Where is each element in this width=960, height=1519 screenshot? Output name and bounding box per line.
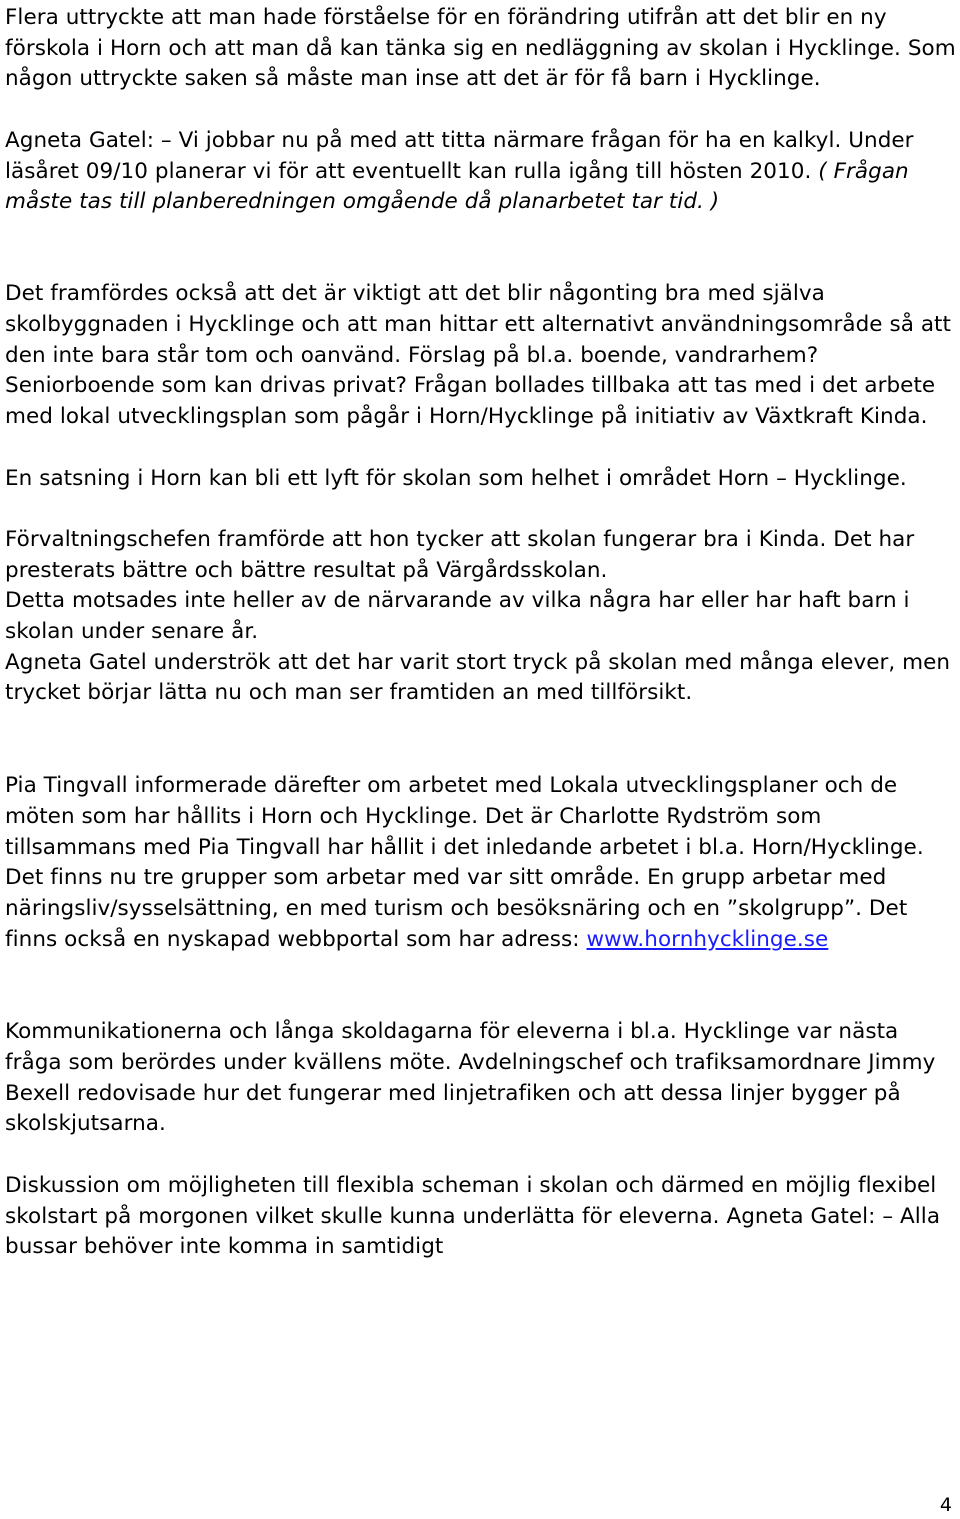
paragraph-administration-head: Förvaltningschefen framförde att hon tycker att skolan fungerar bra i Kinda. Det har presterats bättre och bättre resultat på Värgårdsskolan. [5, 526, 915, 583]
paragraph-spacer [5, 1140, 957, 1171]
paragraph-spacer [5, 709, 957, 771]
paragraph-communications: Kommunikationerna och långa skoldagarna för eleverna i bl.a. Hycklinge var nästa fråga som berördes under kvällens möte. Avdelningschef och trafiksamordnare Jimmy Bexell redovisade hur det fungerar med linjetrafiken och att dessa linjer bygger på skolskjutsarna. [5, 1019, 936, 1137]
paragraph-agneta-gatel-calculation [5, 126, 957, 218]
paragraph-text: Pia Tingvall informerade därefter om arbetet med Lokala utvecklingsplaner och de möten som har hållits i Horn och Hycklinge. Det är Charlotte Rydström som tillsammans med Pia Tingvall har hållit i det inledande arbetet i bl.a. Horn/Hycklinge. Det finns nu tre grupper som arbetar med var sitt område. En grupp arbetar med näringsliv/sysselsättning, en med turism och besöksnäring och en ”skolgrupp”. Det finns också en nyskapad webbportal som har adress: [5, 773, 924, 952]
paragraph-spacer [5, 218, 957, 279]
italic-note-planning-committee: ( Frågan måste tas till planberedningen omgående då planarbetet tar tid. ) [5, 158, 909, 215]
paragraph-not-contradicted: Detta motsades inte heller av de närvarande av vilka några har eller har haft barn i skolan under senare år. [5, 588, 910, 644]
paragraph-horn-investment: En satsning i Horn kan bli ett lyft för skolan som helhet i området Horn – Hycklinge. [5, 465, 907, 491]
paragraph-spacer [5, 433, 957, 464]
paragraph-text: Agneta Gatel: – Vi jobbar nu på med att titta närmare frågan för ha en kalkyl. Under läsåret 09/10 planerar vi för att eventuellt kan rulla igång till hösten 2010. [5, 127, 914, 184]
paragraph-school-closure-opinions: Flera uttryckte att man hade förståelse för en förändring utifrån att det blir en ny förskola i Horn och att man då kan tänka sig en nedläggning av skolan i Hycklinge. Som någon uttryckte saken så måste man inse att det är för få barn i Hycklinge. [5, 5, 956, 92]
paragraph-spacer [5, 494, 957, 525]
paragraph-spacer [5, 955, 957, 1017]
paragraph-school-building-use: Det framfördes också att det är viktigt att det blir någonting bra med själva skolbyggnaden i Hycklinge och att man hittar ett alternativt användningsområde så att den inte bara står tom och oanvänd. Förslag på bl.a. boende, vandrarhem? Seniorboende som kan drivas privat? Frågan bollades tillbaka att tas med i det arbete med lokal utvecklingsplan som pågår i Horn/Hycklinge på initiativ av Växtkraft Kinda. [5, 281, 952, 430]
paragraph-school-pressure: Agneta Gatel underströk att det har varit stort tryck på skolan med många elever, men trycket börjar lätta nu och man ser framtiden an med tillförsikt. [5, 649, 951, 706]
paragraph-spacer [5, 95, 957, 126]
paragraph-flexible-schedules: Diskussion om möjligheten till flexibla scheman i skolan och därmed en möjlig flexibel skolstart på morgonen vilket skulle kunna underlätta för eleverna. Agneta Gatel: – Alla bussar behöver inte komma in samtidigt [5, 1172, 941, 1260]
website-link[interactable]: www.hornhycklinge.se [586, 926, 829, 952]
paragraph-local-development-plans [5, 771, 957, 955]
page-number: 4 [939, 1494, 952, 1516]
document-page [5, 3, 957, 1263]
